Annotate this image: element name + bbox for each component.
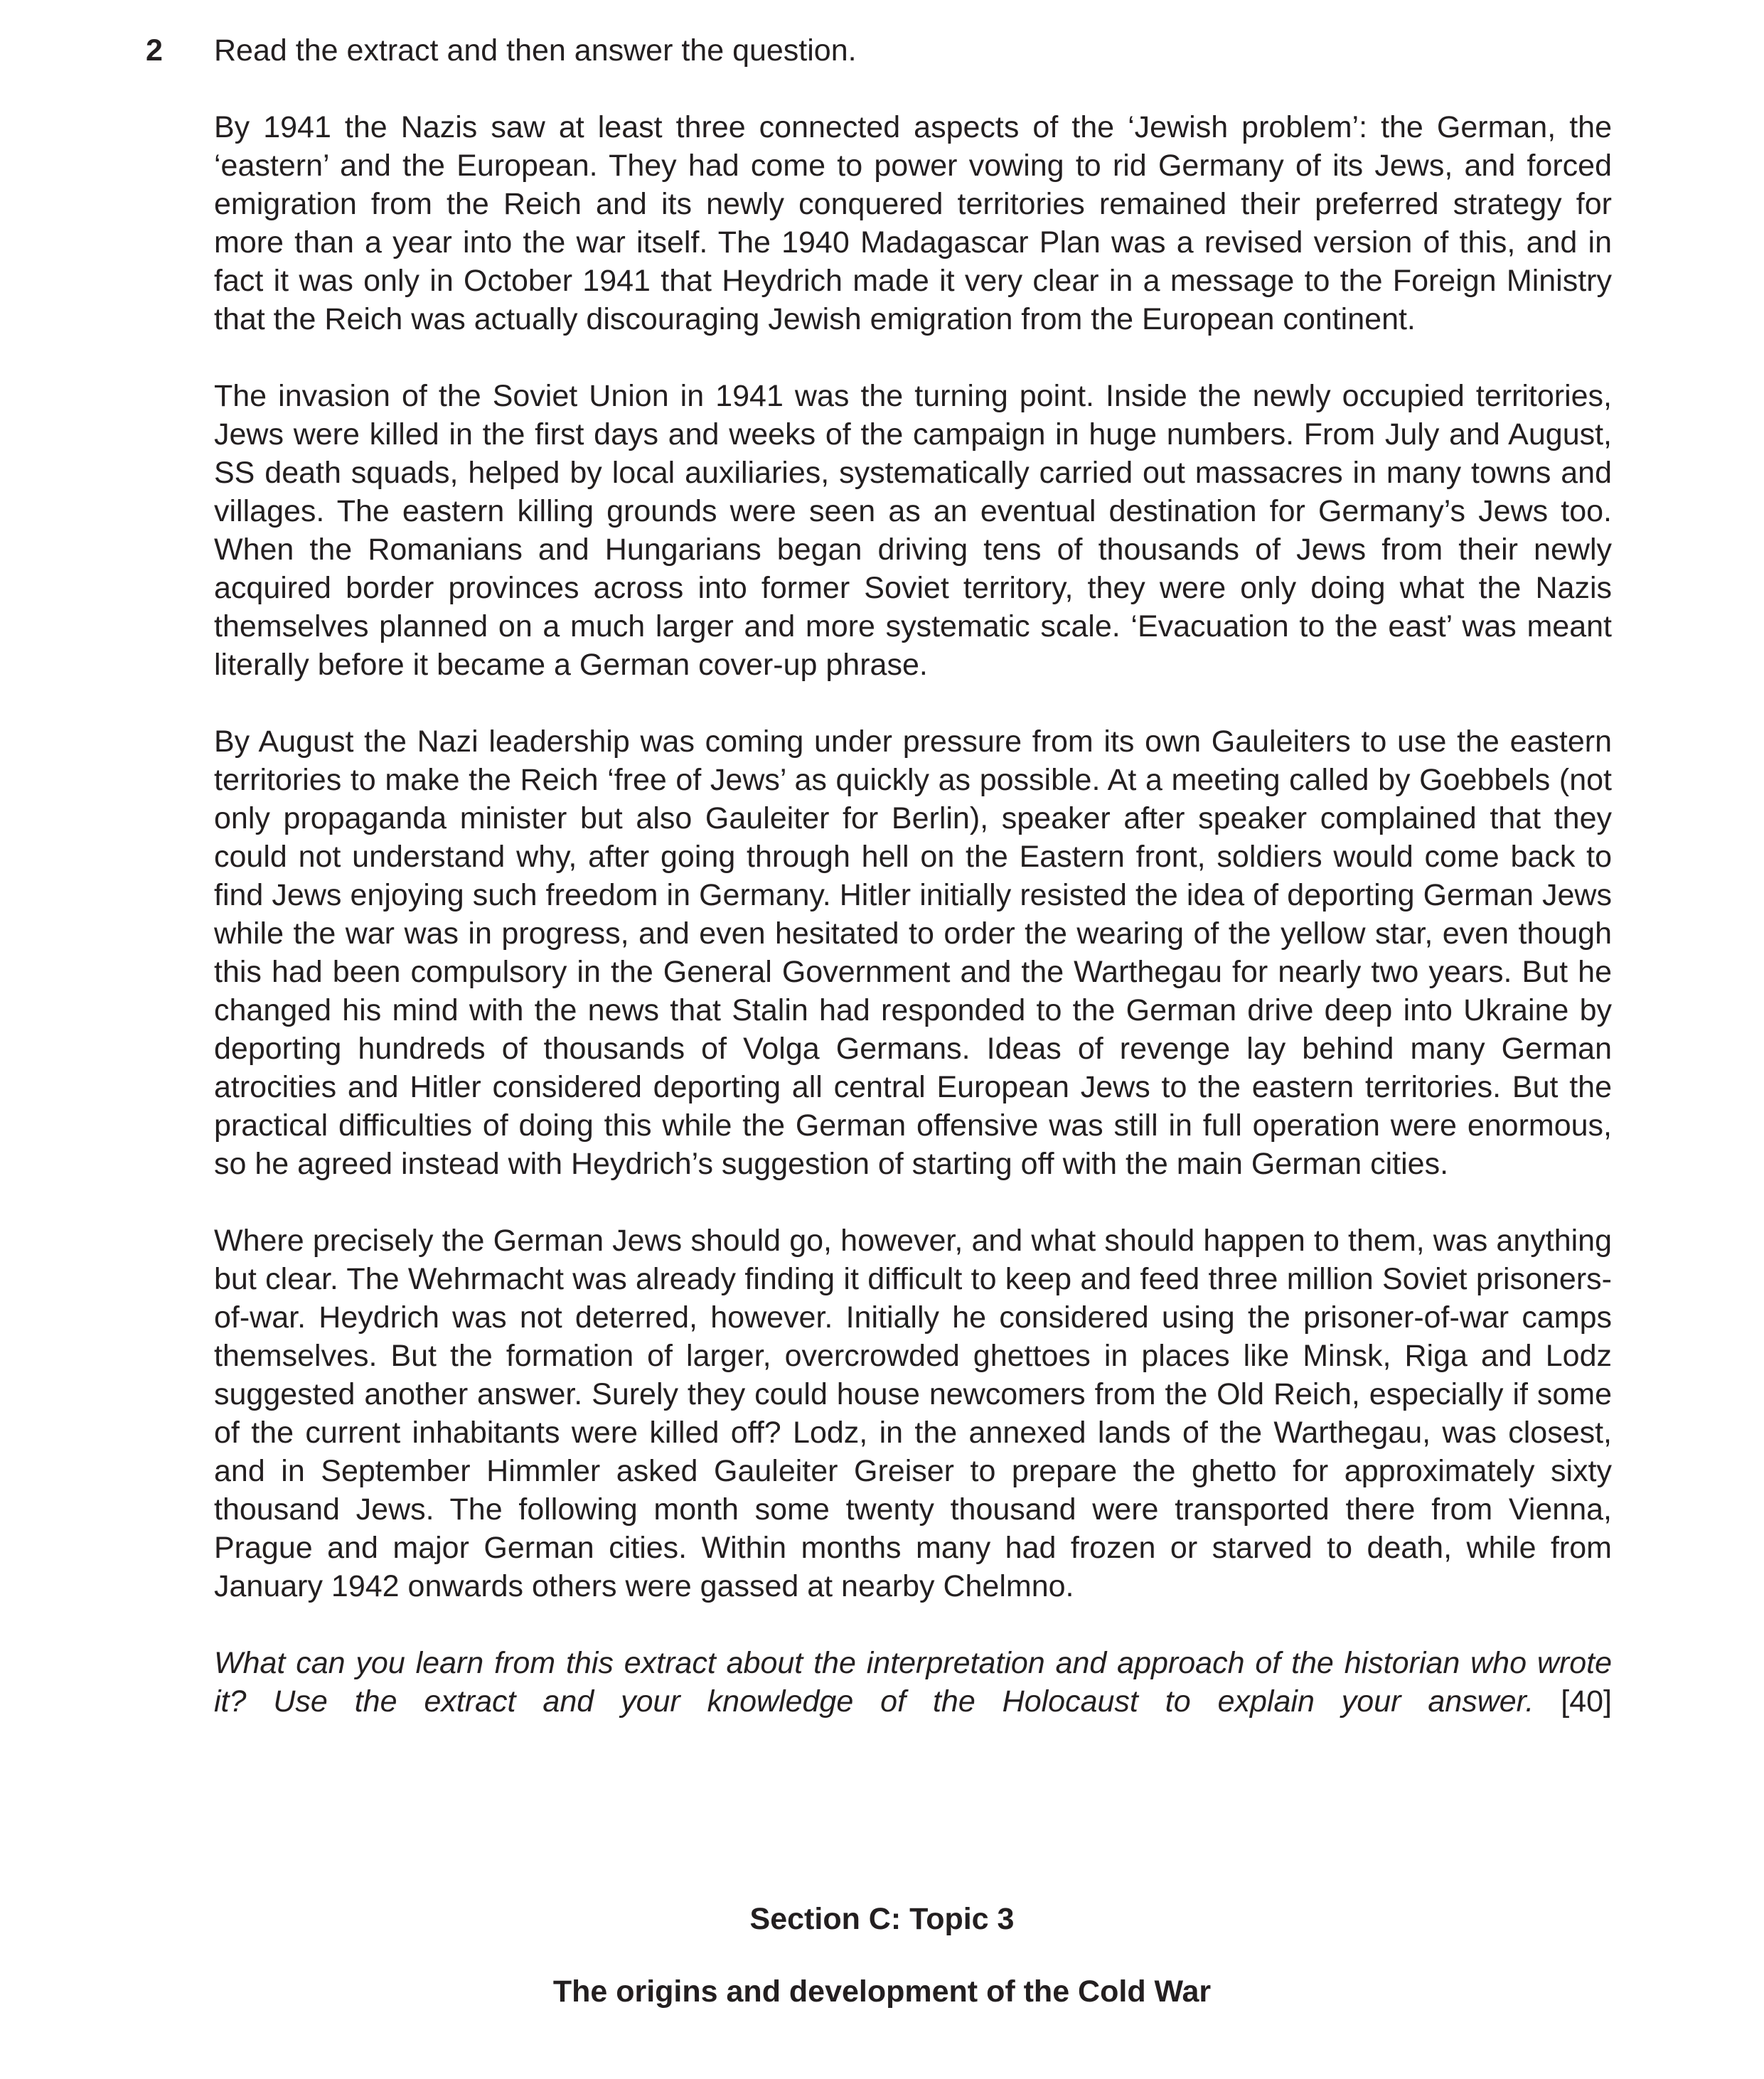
extract-paragraph-1: By 1941 the Nazis saw at least three connected aspects of the ‘Jewish problem’: the German, the ‘eastern’ and the European. They had come to power vowing to rid Germany of its Jews, and forced emigration from the Reich and its newly conquered territories remained their preferred strategy for more than a year into the war itself. The 1940 Madagascar Plan was a revised version of this, and in fact it was only in October 1941 that Heydrich made it very clear in a message to the Foreign Ministry that the Reich was actually discouraging Jewish emigration from the European continent. — [214, 110, 1612, 336]
question-prompt — [214, 1644, 1612, 1721]
question-body — [214, 31, 1612, 1721]
extract-paragraph-4: Where precisely the German Jews should go, however, and what should happen to them, was anything but clear. The Wehrmacht was already finding it difficult to keep and feed three million Soviet prisoners-of-war. Heydrich was not deterred, however. Initially he considered using the prisoner-of-war camps themselves. But the formation of larger, overcrowded ghettoes in places like Minsk, Riga and Lodz suggested another answer. Surely they could house newcomers from the Old Reich, especially if some of the current inhabitants were killed off? Lodz, in the annexed lands of the Warthegau, was closest, and in September Himmler asked Gauleiter Greiser to prepare the ghetto for approximately sixty thousand Jews. The following month some twenty thousand were transported there from Vienna, Prague and major German cities. Within months many had frozen or starved to death, while from January 1942 onwards others were gassed at nearby Chelmno. — [214, 1224, 1612, 1603]
question-marks: [40] — [1561, 1684, 1612, 1719]
section-title: Section C: Topic 3 — [749, 1902, 1015, 1936]
section-subtitle: The origins and development of the Cold War — [552, 1974, 1212, 2009]
extract-paragraph-2: The invasion of the Soviet Union in 1941 was the turning point. Inside the newly occupied territories, Jews were killed in the first days and weeks of the campaign in huge numbers. From July and August, SS death squads, helped by local auxiliaries, systematically carried out massacres in many towns and villages. The eastern killing grounds were seen as an eventual destination for Germany’s Jews too. When the Romanians and Hungarians began driving tens of thousands of Jews from their newly acquired border provinces across into former Soviet territory, they were only doing what the Nazis themselves planned on a much larger and more systematic scale. ‘Evacuation to the east’ was meant literally before it became a German cover-up phrase. — [214, 379, 1612, 682]
question-prompt-text: What can you learn from this extract about the interpretation and approach of the historian who wrote it? Use the extract and your knowledge of the Holocaust to explain your answer. — [214, 1646, 1612, 1719]
extract-paragraph-3: By August the Nazi leadership was coming under pressure from its own Gauleiters to use the eastern territories to make the Reich ‘free of Jews’ as quickly as possible. At a meeting called by Goebbels (not only propaganda minister but also Gauleiter for Berlin), speaker after speaker complained that they could not understand why, after going through hell on the Eastern front, soldiers would come back to find Jews enjoying such freedom in Germany. Hitler initially resisted the idea of deporting German Jews while the war was in progress, and even hesitated to order the wearing of the yellow star, even though this had been compulsory in the General Government and the Warthegau for nearly two years. But he changed his mind with the news that Stalin had responded to the German drive deep into Ukraine by deporting hundreds of thousands of Volga Germans. Ideas of revenge lay behind many German atrocities and Hitler considered deporting all central European Jews to the eastern territories. But the practical difficulties of doing this while the German offensive was still in full operation were enormous, so he agreed instead with Heydrich’s suggestion of starting off with the main German cities. — [214, 725, 1612, 1181]
question-number: 2 — [146, 33, 163, 68]
question-instruction: Read the extract and then answer the question. — [214, 33, 857, 68]
